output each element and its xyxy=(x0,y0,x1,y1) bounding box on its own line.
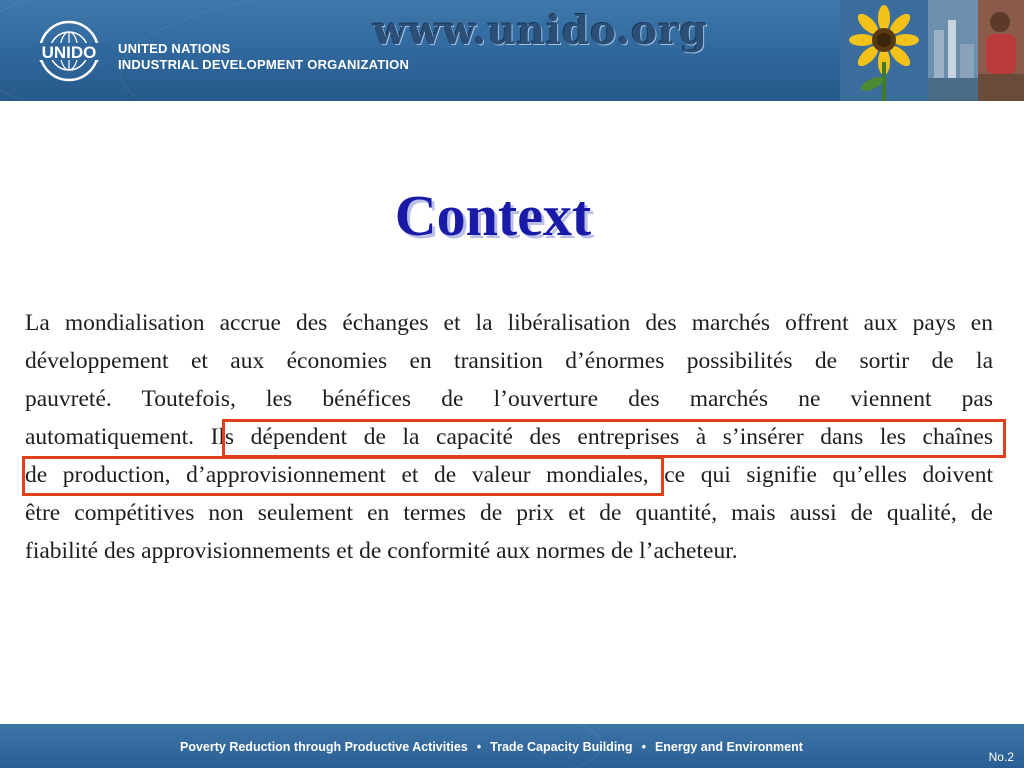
highlight-box-upper xyxy=(222,419,1006,458)
footer-theme-1: Poverty Reduction through Productive Activities xyxy=(180,740,468,754)
footer-theme-3: Energy and Environment xyxy=(654,740,803,754)
paragraph-line: de production, d’approvisionnement et de valeur mondiales, ce qui signifie qu’elles doivent xyxy=(25,462,993,488)
paragraph-line: La mondialisation accrue des échanges et la libéralisation des marchés offrent aux pays en xyxy=(25,310,993,336)
un-emblem-icon xyxy=(33,18,105,84)
org-line-2: INDUSTRIAL DEVELOPMENT ORGANIZATION xyxy=(118,57,410,72)
slide-title: Context xyxy=(394,183,592,248)
footer-theme-2: Trade Capacity Building xyxy=(490,740,633,754)
org-line-1: UNITED NATIONS xyxy=(118,41,231,56)
paragraph-line: développement et aux économies en transition d’énormes possibilités de sortir de la xyxy=(25,348,993,374)
logo-word: UNIDO xyxy=(41,43,97,62)
paragraph-line: être compétitives non seulement en termes de prix et de quantité, mais aussi de qualité, de xyxy=(25,500,993,526)
paragraph-line: fiabilité des approvisionnements et de conformité aux normes de l’acheteur. xyxy=(25,538,738,564)
footer-separator: • xyxy=(641,740,646,754)
highlight-box-lower xyxy=(22,456,664,496)
header-banner xyxy=(0,0,1024,101)
footer-banner xyxy=(0,724,1024,768)
paragraph-line: automatiquement. Ils dépendent de la capacité des entreprises à s’insérer dans les chaînes xyxy=(25,424,993,450)
footer-separator: • xyxy=(476,740,482,754)
organization-name xyxy=(118,41,409,73)
website-url: www.unido.org xyxy=(373,8,708,54)
footer-themes xyxy=(180,740,803,754)
header-photo-collage xyxy=(840,0,1024,101)
slide-number: No.2 xyxy=(988,750,1014,764)
paragraph-line: pauvreté. Toutefois, les bénéfices de l’ouverture des marchés ne viennent pas xyxy=(25,386,993,412)
